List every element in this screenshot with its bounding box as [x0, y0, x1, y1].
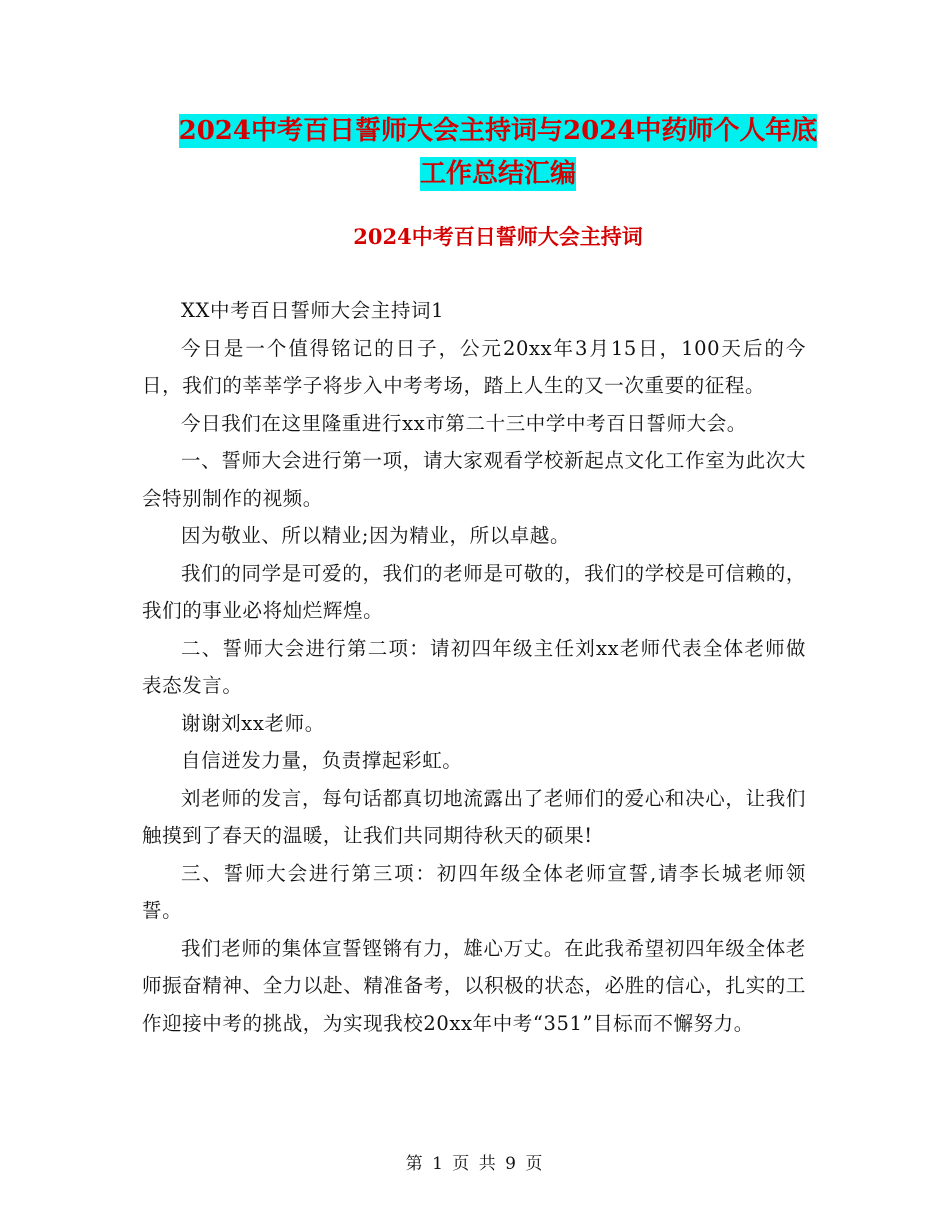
paragraph: 今日我们在这里隆重进行xx市第二十三中学中考百日誓师大会。: [181, 411, 747, 435]
paragraph: 谢谢刘xx老师。: [181, 711, 325, 735]
document-body: [142, 292, 806, 1042]
paragraph: 我们老师的集体宣誓铿锵有力，雄心万丈。在此我希望初四年级全体老师振奋精神、全力以赴、精准备考，以积极的状态，必胜的信心，扎实的工作迎接中考的挑战，为实现我校20xx年中考“351”目标而不懈努力。: [142, 936, 806, 1035]
paragraph: 刘老师的发言，每句话都真切地流露出了老师们的爱心和决心，让我们触摸到了春天的温暖，让我们共同期待秋天的硕果!: [142, 786, 806, 847]
paragraph: 我们的同学是可爱的，我们的老师是可敬的，我们的学校是可信赖的，我们的事业必将灿烂辉煌。: [142, 561, 806, 622]
paragraph: 因为敬业、所以精业;因为精业，所以卓越。: [181, 524, 571, 547]
document-title: [140, 110, 856, 196]
page-number-footer: 第 1 页 共 9 页: [405, 1154, 545, 1174]
paragraph: 一、誓师大会进行第一项，请大家观看学校新起点文化工作室为此次大会特别制作的视频。: [142, 449, 806, 510]
paragraph: 自信迸发力量，负责撑起彩虹。: [181, 749, 463, 772]
section-heading: 2024中考百日誓师大会主持词: [353, 224, 643, 249]
paragraph: 三、誓师大会进行第三项：初四年级全体老师宣誓,请李长城老师领誓。: [142, 861, 806, 922]
document-title-line-2: 工作总结汇编: [419, 159, 576, 189]
paragraph: 二、誓师大会进行第二项：请初四年级主任刘xx老师代表全体老师做表态发言。: [142, 636, 806, 697]
document-title-line-1: 2024中考百日誓师大会主持词与2024中药师个人年底: [178, 116, 818, 146]
paragraph: 今日是一个值得铭记的日子，公元20xx年3月15日，100天后的今日，我们的莘莘学子将步入中考考场，踏上人生的又一次重要的征程。: [142, 336, 806, 397]
paragraph: XX中考百日誓师大会主持词1: [181, 299, 445, 322]
